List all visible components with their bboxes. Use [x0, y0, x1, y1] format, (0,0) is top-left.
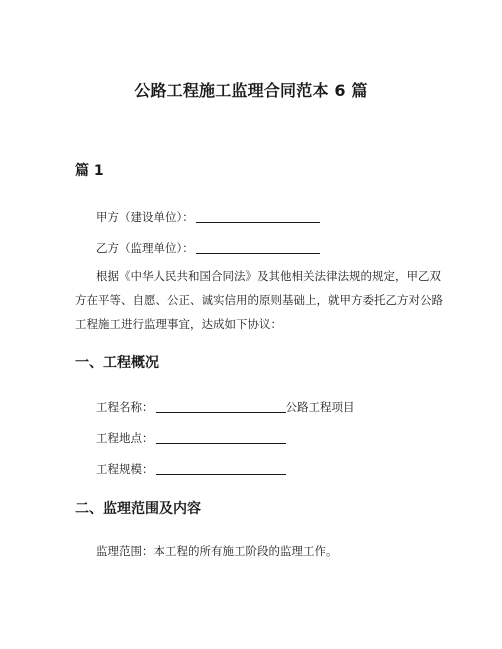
party-a-blank [196, 210, 320, 223]
project-name-blank [156, 400, 286, 413]
part-heading: 篇 1 [75, 163, 104, 179]
section-2-heading: 二、监理范围及内容 [75, 501, 201, 517]
document-title: 公路工程施工监理合同范本 6 篇 [134, 81, 368, 100]
project-location-blank [156, 431, 286, 444]
intro-paragraph [75, 264, 445, 336]
intro-text: 根据《中华人民共和国合同法》及其他相关法律法规的规定，甲乙双方在平等、自愿、公正、诚实信用的原则基础上，就甲方委托乙方对公路工程施工进行监理事宜，达成如下协议： [75, 269, 443, 331]
project-name-suffix: 公路工程项目 [285, 400, 355, 414]
project-scale-line [96, 461, 286, 477]
project-scale-blank [156, 462, 286, 475]
project-location-line [96, 430, 286, 446]
project-location-label: 工程地点： [96, 431, 154, 445]
party-b-label: 乙方（监理单位）： [96, 241, 194, 255]
party-b-blank [196, 241, 320, 254]
party-a-line [96, 209, 320, 225]
section-1-heading: 一、工程概况 [75, 355, 159, 371]
party-a-label: 甲方（建设单位）： [96, 210, 194, 224]
scope-line: 监理范围：本工程的所有施工阶段的监理工作。 [96, 544, 338, 558]
project-scale-label: 工程规模： [96, 462, 154, 476]
project-name-line [96, 399, 355, 415]
project-name-label: 工程名称： [96, 400, 154, 414]
party-b-line [96, 240, 320, 256]
